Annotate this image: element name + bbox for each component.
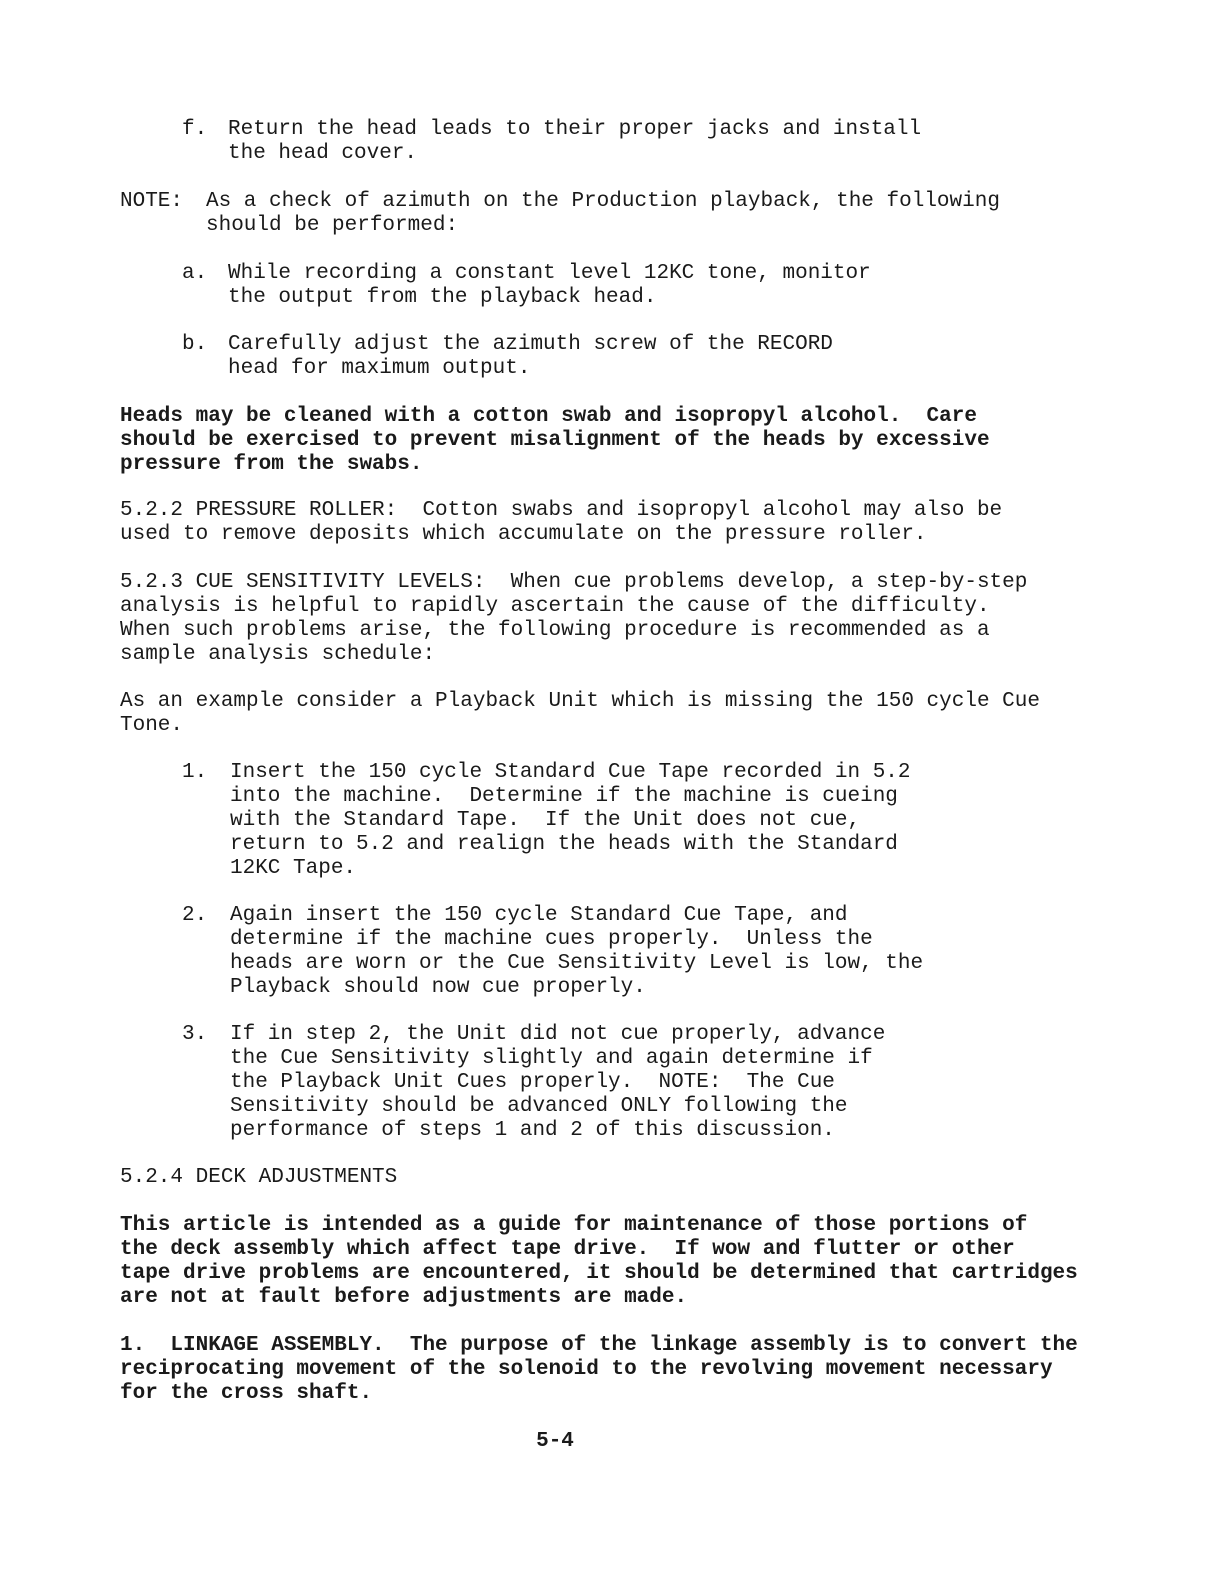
step-f bbox=[182, 118, 921, 166]
note-label: NOTE: bbox=[120, 190, 184, 213]
heads-cleaning-paragraph: Heads may be cleaned with a cotton swab and isopropyl alcohol. Care should be exercised to prevent misalignment of the heads by excessive pressure from the swabs. bbox=[120, 405, 990, 476]
step-1-text: Insert the 150 cycle Standard Cue Tape recorded in 5.2 into the machine. Determine if the machine is cueing with the Standard Tape. If the Unit does not cue, return to 5.2 and realign the heads with the Standard 12KC Tape. bbox=[230, 761, 911, 880]
step-2-text: Again insert the 150 cycle Standard Cue Tape, and determine if the machine cues properly. Unless the heads are worn or the Cue Sensitivity Level is low, the Playback should now cue properly. bbox=[230, 904, 924, 999]
example-paragraph: As an example consider a Playback Unit which is missing the 150 cycle Cue Tone. bbox=[120, 690, 1040, 737]
step-3 bbox=[182, 1023, 885, 1143]
note-step-a-label: a. bbox=[182, 262, 208, 285]
note-step-a bbox=[182, 262, 871, 310]
step-f-text: Return the head leads to their proper jacks and install the head cover. bbox=[228, 118, 922, 165]
section-5-2-2: 5.2.2 PRESSURE ROLLER: Cotton swabs and isopropyl alcohol may also be used to remove deposits which accumulate on the pressure roller. bbox=[120, 499, 1003, 546]
section-5-2-3: 5.2.3 CUE SENSITIVITY LEVELS: When cue problems develop, a step-by-step analysis is helpful to rapidly ascertain the cause of the difficulty. When such problems arise, the following procedure is recommended as a sample analysis schedule: bbox=[120, 571, 1028, 666]
note-step-b bbox=[182, 333, 833, 381]
linkage-assembly-paragraph: 1. LINKAGE ASSEMBLY. The purpose of the linkage assembly is to convert the reciprocating movement of the solenoid to the revolving movement necessary for the cross shaft. bbox=[120, 1334, 1078, 1405]
note-step-a-text: While recording a constant level 12KC tone, monitor the output from the playback head. bbox=[228, 262, 871, 309]
page-number: 5-4 bbox=[536, 1430, 574, 1453]
step-f-label: f. bbox=[182, 118, 208, 141]
note bbox=[120, 190, 1000, 238]
article-paragraph: This article is intended as a guide for maintenance of those portions of the deck assembly which affect tape drive. If wow and flutter or other tape drive problems are encountered, it should be determined that cartridges are not at fault before adjustments are made. bbox=[120, 1214, 1078, 1309]
step-1 bbox=[182, 761, 911, 881]
note-text: As a check of azimuth on the Production playback, the following should be performed: bbox=[206, 190, 1000, 237]
note-step-b-text: Carefully adjust the azimuth screw of the RECORD head for maximum output. bbox=[228, 333, 833, 380]
step-1-label: 1. bbox=[182, 761, 208, 784]
section-5-2-4-heading: 5.2.4 DECK ADJUSTMENTS bbox=[120, 1166, 398, 1189]
step-3-text: If in step 2, the Unit did not cue properly, advance the Cue Sensitivity slightly and again determine if the Playback Unit Cues properly. NOTE: The Cue Sensitivity should be advanced ONLY following the performance of steps 1 and 2 of this discussion. bbox=[230, 1023, 886, 1142]
step-3-label: 3. bbox=[182, 1023, 208, 1046]
step-2-label: 2. bbox=[182, 904, 208, 927]
note-step-b-label: b. bbox=[182, 333, 208, 356]
step-2 bbox=[182, 904, 923, 1000]
